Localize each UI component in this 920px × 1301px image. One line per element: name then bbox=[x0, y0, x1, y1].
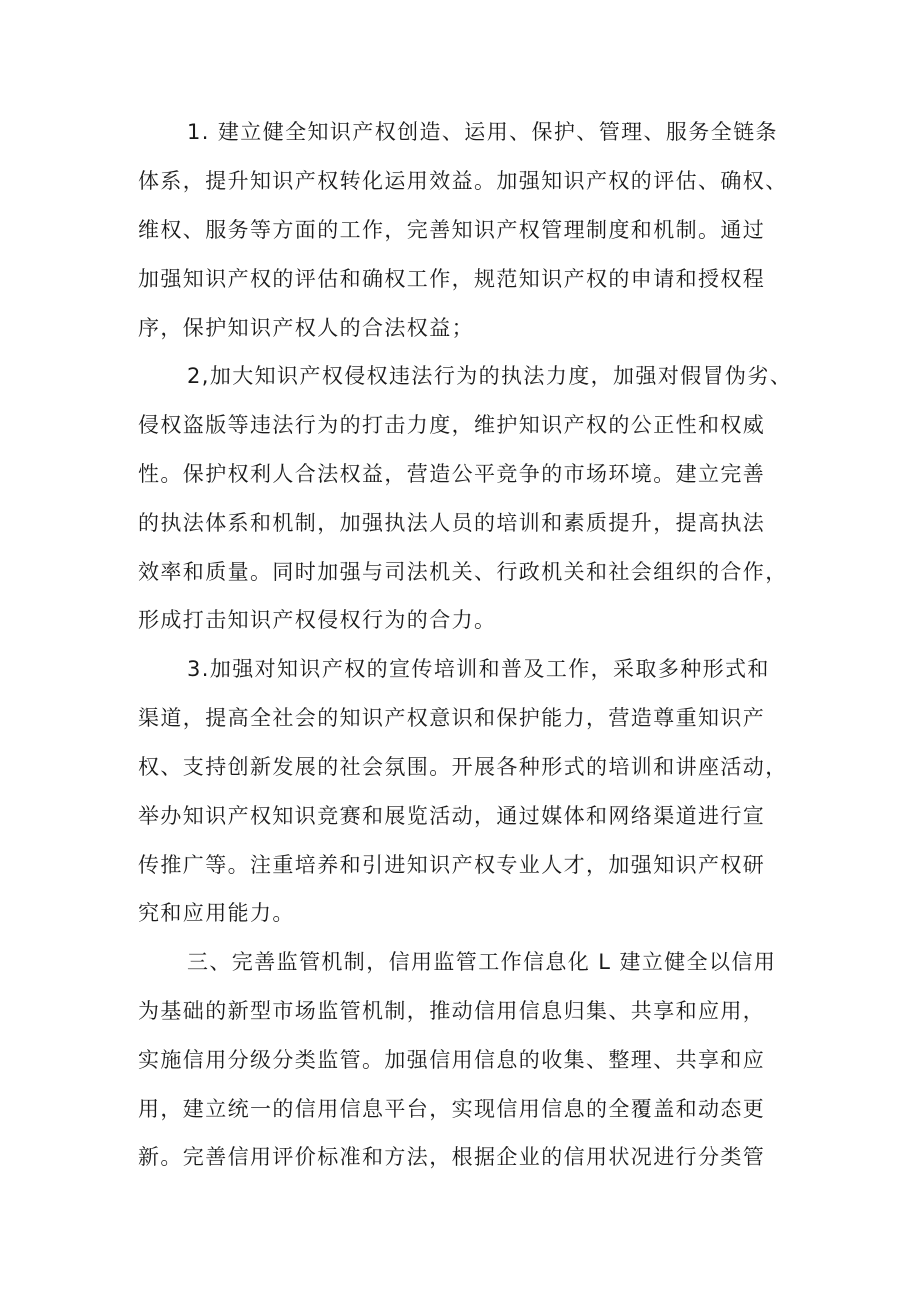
paragraph-1-line-2: 体系，提升知识产权转化运用效益。加强知识产权的评估、确权、 bbox=[138, 169, 788, 193]
paragraph-1-line-3: 维权、服务等方面的工作，完善知识产权管理制度和机制。通过 bbox=[138, 218, 766, 242]
paragraph-2-line-5: 效率和质量。同时加强与司法机关、行政机关和社会组织的合作， bbox=[138, 560, 788, 584]
paragraph-4-line-1: 三、完善监管机制，信用监管工作信息化 L 建立健全以信用 bbox=[187, 950, 777, 974]
paragraph-2-line-2: 侵权盗版等违法行为的打击力度，维护知识产权的公正性和权威 bbox=[138, 413, 766, 437]
paragraph-2-line-1: 2,加大知识产权侵权违法行为的执法力度，加强对假冒伪劣、 bbox=[187, 364, 793, 388]
paragraph-3-line-2: 渠道，提高全社会的知识产权意识和保护能力，营造尊重知识产 bbox=[138, 706, 766, 730]
paragraph-2-line-3: 性。保护权利人合法权益，营造公平竞争的市场环境。建立完善 bbox=[138, 462, 766, 486]
paragraph-1-line-1: 1. 建立健全知识产权创造、运用、保护、管理、服务全链条 bbox=[187, 120, 778, 144]
paragraph-1-line-5: 序，保护知识产权人的合法权益； bbox=[138, 316, 474, 340]
paragraph-3-line-3: 权、支持创新发展的社会氛围。开展各种形式的培训和讲座活动， bbox=[138, 755, 788, 779]
paragraph-4-line-2: 为基础的新型市场监管机制，推动信用信息归集、共享和应用， bbox=[138, 999, 766, 1023]
paragraph-3-line-5: 传推广等。注重培养和引进知识产权专业人才，加强知识产权研 bbox=[138, 853, 766, 877]
paragraph-2-line-6: 形成打击知识产权侵权行为的合力。 bbox=[138, 608, 497, 632]
paragraph-1-line-4: 加强知识产权的评估和确权工作，规范知识产权的申请和授权程 bbox=[138, 267, 766, 291]
paragraph-4-line-3: 实施信用分级分类监管。加强信用信息的收集、整理、共享和应 bbox=[138, 1048, 766, 1072]
paragraph-4-line-4: 用，建立统一的信用信息平台，实现信用信息的全覆盖和动态更 bbox=[138, 1097, 766, 1121]
paragraph-2-line-4: 的执法体系和机制，加强执法人员的培训和素质提升，提高执法 bbox=[138, 511, 766, 535]
paragraph-3-line-6: 究和应用能力。 bbox=[138, 901, 295, 925]
paragraph-3-line-4: 举办知识产权知识竞赛和展览活动，通过媒体和网络渠道进行宣 bbox=[138, 804, 766, 828]
paragraph-3-line-1: 3.加强对知识产权的宣传培训和普及工作，采取多种形式和 bbox=[187, 657, 770, 681]
paragraph-4-line-5: 新。完善信用评价标准和方法，根据企业的信用状况进行分类管 bbox=[138, 1145, 766, 1169]
